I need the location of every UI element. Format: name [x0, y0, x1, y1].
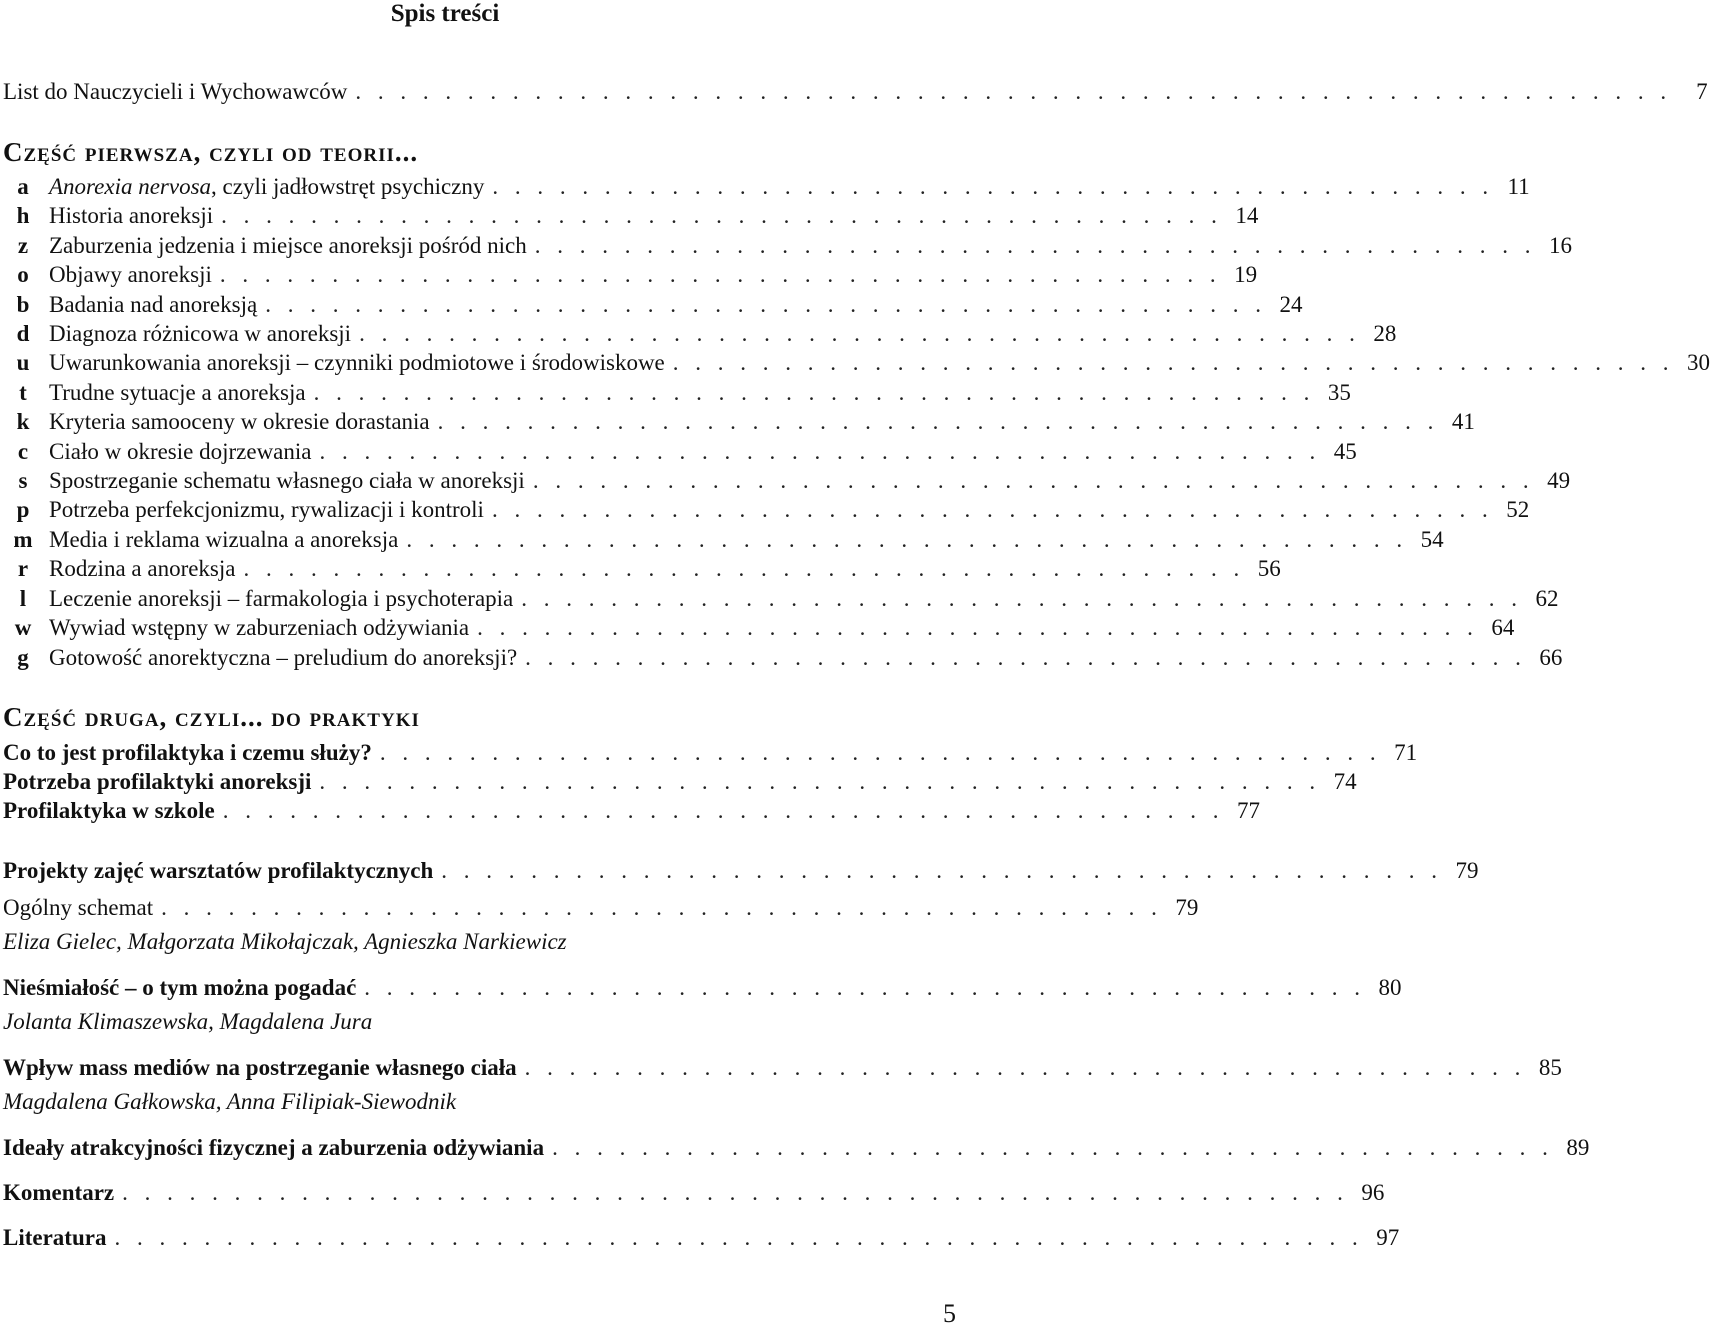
dot-leader: . . . . . . . . . . . . . . . . . . . . . . . . . . . . . . . . . . . . . . . . . . . . .: [532, 468, 1535, 493]
entry-title: Leczenie anoreksji – farmakologia i psychoterapia: [49, 586, 514, 611]
dot-leader: . . . . . . . . . . . . . . . . . . . . . . . . . . . . . . . . . . . . . . . . . . . . . . . . . . . . . . . .: [114, 1225, 1364, 1250]
entry-title: Wywiad wstępny w zaburzeniach odżywiania: [49, 615, 470, 640]
dot-leader: . . . . . . . . . . . . . . . . . . . . . . . . . . . . . . . . . . . . . . . . . . . . .: [477, 615, 1479, 640]
entry-page: 62: [1535, 586, 1559, 611]
dot-leader: . . . . . . . . . . . . . . . . . . . . . . . . . . . . . . . . . . . . . . . . . . . . .: [492, 174, 1494, 199]
entry-letter: h: [16, 203, 30, 228]
entry-title: Gotowość anorektyczna – preludium do anoreksji?: [49, 645, 518, 670]
entry-page: 74: [1333, 769, 1357, 794]
dot-leader: . . . . . . . . . . . . . . . . . . . . . . . . . . . . . . . . . . . . . . . . . . . . .: [161, 895, 1163, 920]
toc-entry[interactable]: [3, 767, 1357, 796]
entry-title: Potrzeba perfekcjonizmu, rywalizacji i kontroli: [49, 497, 484, 522]
entry-letter: w: [14, 615, 32, 640]
entry-page: 79: [1455, 858, 1479, 883]
entry-page: 45: [1333, 439, 1357, 464]
dot-leader: . . . . . . . . . . . . . . . . . . . . . . . . . . . . . . . . . . . . . . . . . . . . .: [221, 203, 1223, 228]
entry-page: 89: [1566, 1135, 1590, 1160]
entry-page: 71: [1394, 740, 1418, 765]
dot-leader: . . . . . . . . . . . . . . . . . . . . . . . . . . . . . . . . . . . . . . . . . . . . . . . . . . . . . . . . . . .: [355, 79, 1672, 104]
entry-letter: a: [17, 174, 29, 199]
entry-title: Badania nad anoreksją: [49, 292, 258, 317]
entry-letter: z: [17, 233, 29, 258]
entry-title: Potrzeba profilaktyki anoreksji: [3, 769, 312, 794]
entry-page: 97: [1376, 1225, 1400, 1250]
page-number: 5: [943, 1299, 956, 1328]
entry-page: 30: [1687, 350, 1710, 375]
entry-page: 52: [1506, 497, 1530, 522]
entry-page: 16: [1548, 233, 1572, 258]
entry-page: 56: [1257, 556, 1281, 581]
part2-heading: Część druga, czyli... do praktyki: [3, 702, 420, 732]
toc-entry[interactable]: [3, 1053, 1562, 1082]
toc-entry[interactable]: [3, 584, 1559, 613]
entry-title: Media i reklama wizualna a anoreksja: [49, 527, 399, 552]
entry-title: Nieśmiałość – o tym można pogadać: [3, 975, 357, 1000]
entry-title: Zaburzenia jedzenia i miejsce anoreksji pośród nich: [49, 233, 527, 258]
entry-title: Literatura: [3, 1225, 107, 1250]
entry-letter: m: [13, 527, 33, 552]
entry-letter: o: [17, 262, 29, 287]
entry-letter: t: [19, 380, 27, 405]
entry-page: 54: [1420, 527, 1444, 552]
entry-letter: g: [17, 645, 29, 670]
entry-title-rest: , czyli jadłowstręt psychiczny: [211, 174, 485, 199]
entry-title: Kryteria samooceny w okresie dorastania: [49, 409, 430, 434]
toc-entry[interactable]: [3, 738, 1418, 767]
toc-entry[interactable]: [3, 348, 1710, 377]
entry-letter: b: [16, 292, 30, 317]
entry-page: 49: [1547, 468, 1571, 493]
entry-letter: r: [17, 556, 29, 581]
entry-authors: Jolanta Klimaszewska, Magdalena Jura: [3, 1009, 373, 1034]
dot-leader: . . . . . . . . . . . . . . . . . . . . . . . . . . . . . . . . . . . . . . . . . . . . .: [222, 798, 1224, 823]
dot-leader: . . . . . . . . . . . . . . . . . . . . . . . . . . . . . . . . . . . . . . . . . . . . .: [534, 233, 1536, 258]
dot-leader: . . . . . . . . . . . . . . . . . . . . . . . . . . . . . . . . . . . . . . . . . . . . .: [243, 556, 1245, 581]
toc-entry-intro[interactable]: [3, 77, 1708, 106]
entry-page: 41: [1451, 409, 1475, 434]
entry-page: 19: [1234, 262, 1258, 287]
entry-page: 80: [1378, 975, 1402, 1000]
entry-letter: p: [16, 497, 30, 522]
entry-page: 11: [1507, 174, 1530, 199]
entry-title: List do Nauczycieli i Wychowawców: [3, 79, 348, 104]
dot-leader: . . . . . . . . . . . . . . . . . . . . . . . . . . . . . . . . . . . . . . . . . . . . .: [524, 1055, 1526, 1080]
toc-entry[interactable]: [3, 290, 1303, 319]
entry-page: 14: [1235, 203, 1259, 228]
dot-leader: . . . . . . . . . . . . . . . . . . . . . . . . . . . . . . . . . . . . . . . . . . . . .: [319, 769, 1321, 794]
toc-entry-literature[interactable]: [3, 1223, 1400, 1252]
entry-title: Ciało w okresie dojrzewania: [49, 439, 312, 464]
entry-page: 79: [1175, 895, 1199, 920]
entry-page: 35: [1327, 380, 1351, 405]
entry-title: Wpływ mass mediów na postrzeganie własnego ciała: [3, 1055, 517, 1080]
dot-leader: . . . . . . . . . . . . . . . . . . . . . . . . . . . . . . . . . . . . . . . . . . . . .: [441, 858, 1443, 883]
entry-page: 77: [1236, 798, 1260, 823]
dot-leader: . . . . . . . . . . . . . . . . . . . . . . . . . . . . . . . . . . . . . . . . . . . . .: [437, 409, 1439, 434]
entry-title: Rodzina a anoreksja: [49, 556, 236, 581]
entry-title: Uwarunkowania anoreksji – czynniki podmiotowe i środowiskowe: [49, 350, 665, 375]
entry-title: Diagnoza różnicowa w anoreksji: [49, 321, 352, 346]
toc-entry[interactable]: [3, 172, 1530, 201]
dot-leader: . . . . . . . . . . . . . . . . . . . . . . . . . . . . . . . . . . . . . . . . . . . . .: [265, 292, 1267, 317]
entry-letter: u: [16, 350, 30, 375]
dot-leader: . . . . . . . . . . . . . . . . . . . . . . . . . . . . . . . . . . . . . . . . . . . . .: [521, 586, 1523, 611]
entry-letter: d: [16, 321, 30, 346]
toc-entry[interactable]: [3, 437, 1357, 466]
dot-leader: . . . . . . . . . . . . . . . . . . . . . . . . . . . . . . . . . . . . . . . . . . . . .: [552, 1135, 1554, 1160]
toc-entry[interactable]: [3, 613, 1515, 642]
entry-authors: Eliza Gielec, Małgorzata Mikołajczak, Agnieszka Narkiewicz: [3, 929, 567, 954]
dot-leader: . . . . . . . . . . . . . . . . . . . . . . . . . . . . . . . . . . . . . . . . . . . . .: [359, 321, 1361, 346]
toc-entry[interactable]: [3, 973, 1402, 1002]
toc-entry[interactable]: [3, 260, 1258, 289]
toc-entry-projects[interactable]: [3, 856, 1479, 885]
entry-title: [49, 173, 484, 201]
entry-title: Historia anoreksji: [49, 203, 214, 228]
dot-leader: . . . . . . . . . . . . . . . . . . . . . . . . . . . . . . . . . . . . . . . . . . . . .: [364, 975, 1366, 1000]
entry-letter: s: [18, 468, 28, 493]
toc-entry-comment[interactable]: [3, 1178, 1385, 1207]
entry-title: Ideały atrakcyjności fizycznej a zaburzenia odżywiania: [3, 1135, 545, 1160]
entry-page: 7: [1696, 79, 1708, 104]
entry-page: 64: [1491, 615, 1515, 640]
entry-authors: Magdalena Gałkowska, Anna Filipiak-Siewodnik: [3, 1089, 457, 1114]
dot-leader: . . . . . . . . . . . . . . . . . . . . . . . . . . . . . . . . . . . . . . . . . . . . .: [313, 380, 1315, 405]
dot-leader: . . . . . . . . . . . . . . . . . . . . . . . . . . . . . . . . . . . . . . . . . . . . .: [219, 262, 1222, 287]
toc-entry[interactable]: [3, 1133, 1590, 1162]
entry-title: Co to jest profilaktyka i czemu służy?: [3, 740, 372, 765]
dot-leader: . . . . . . . . . . . . . . . . . . . . . . . . . . . . . . . . . . . . . . . . . . . . .: [491, 497, 1494, 522]
entry-page: 96: [1361, 1180, 1385, 1205]
entry-page: 24: [1279, 292, 1303, 317]
entry-letter: l: [19, 586, 27, 611]
dot-leader: . . . . . . . . . . . . . . . . . . . . . . . . . . . . . . . . . . . . . . . . . . . . .: [672, 350, 1675, 375]
toc-entry[interactable]: [3, 893, 1199, 922]
toc-entry[interactable]: [3, 378, 1351, 407]
toc-entry[interactable]: [3, 554, 1281, 583]
toc-entry[interactable]: [3, 466, 1571, 495]
dot-leader: . . . . . . . . . . . . . . . . . . . . . . . . . . . . . . . . . . . . . . . . . . . . .: [319, 439, 1321, 464]
toc-entry[interactable]: [3, 525, 1444, 554]
toc-entry[interactable]: [3, 201, 1259, 230]
entry-title: Profilaktyka w szkole: [3, 798, 215, 823]
dot-leader: . . . . . . . . . . . . . . . . . . . . . . . . . . . . . . . . . . . . . . . . . . . . . . . . . . . . . . .: [122, 1180, 1349, 1205]
entry-page: 28: [1373, 321, 1397, 346]
toc-entry[interactable]: [3, 495, 1530, 524]
toc-entry[interactable]: [3, 796, 1260, 825]
page-title: Spis treści: [390, 0, 500, 27]
toc-entry[interactable]: [3, 231, 1572, 260]
entry-title: Trudne sytuacje a anoreksja: [49, 380, 306, 405]
entry-page: 66: [1539, 645, 1563, 670]
dot-leader: . . . . . . . . . . . . . . . . . . . . . . . . . . . . . . . . . . . . . . . . . . . . .: [379, 740, 1382, 765]
entry-title: Objawy anoreksji: [49, 262, 212, 287]
entry-page: 85: [1538, 1055, 1562, 1080]
dot-leader: . . . . . . . . . . . . . . . . . . . . . . . . . . . . . . . . . . . . . . . . . . . . .: [406, 527, 1408, 552]
toc-entry[interactable]: [3, 319, 1397, 348]
entry-title: Spostrzeganie schematu własnego ciała w anoreksji: [49, 468, 525, 493]
entry-title: Projekty zajęć warsztatów profilaktycznych: [3, 858, 434, 883]
entry-title: Ogólny schemat: [3, 895, 154, 920]
dot-leader: . . . . . . . . . . . . . . . . . . . . . . . . . . . . . . . . . . . . . . . . . . . . .: [525, 645, 1527, 670]
toc-entry[interactable]: [3, 407, 1475, 436]
entry-letter: k: [16, 409, 30, 434]
toc-entry[interactable]: [3, 643, 1563, 672]
entry-title-italic: Anorexia nervosa: [49, 174, 212, 199]
entry-title: Komentarz: [3, 1180, 115, 1205]
part1-heading: Część pierwsza, czyli od teorii...: [3, 137, 419, 167]
entry-letter: c: [17, 439, 29, 464]
